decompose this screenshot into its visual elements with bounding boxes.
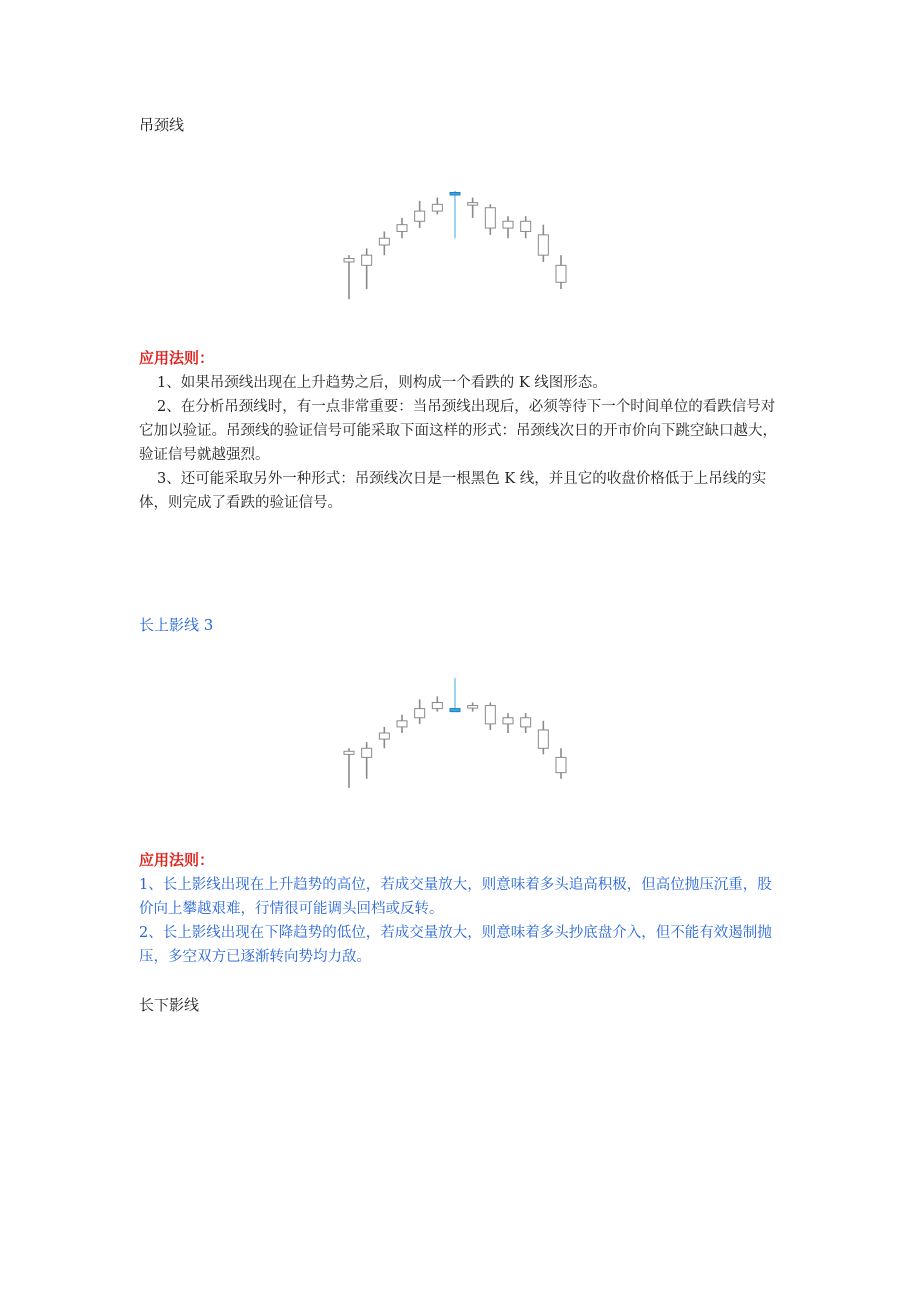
candle-body xyxy=(432,204,442,211)
candle-body xyxy=(485,706,495,724)
candle-12 xyxy=(556,748,566,779)
candle-body xyxy=(415,709,425,718)
candle-body xyxy=(415,211,425,221)
section1-rules xyxy=(139,371,779,515)
candle-body xyxy=(344,751,354,754)
hanging-man-chart-svg xyxy=(335,180,575,310)
candle-10 xyxy=(521,216,531,238)
candle-1 xyxy=(362,742,372,779)
section1-rule-1: 1、如果吊颈线出现在上升趋势之后，则构成一个看跌的 K 线图形态。 xyxy=(157,375,607,391)
candle-4 xyxy=(415,699,425,723)
candle-body xyxy=(344,259,354,262)
candle-body xyxy=(468,203,478,206)
candle-4 xyxy=(415,201,425,228)
candle-body xyxy=(397,721,407,727)
candle-body xyxy=(362,748,372,757)
candle-body xyxy=(503,221,513,228)
candle-2 xyxy=(379,727,389,748)
section2-rules-title: 应用法则： xyxy=(139,851,215,869)
section1-rule-2: 2、在分析吊颈线时，有一点非常重要：当吊颈线出现后，必须等待下一个时间单位的看跌信号对它加以验证。吊颈线的验证信号可能采取下面这样的形式：吊颈线次日的开市价向下跳空缺口越大，验证信号就越强烈。 xyxy=(139,399,777,463)
candle-body xyxy=(379,733,389,739)
candle-body xyxy=(556,757,566,772)
long-upper-shadow-chart-svg xyxy=(335,668,575,798)
candle-body xyxy=(450,709,460,712)
candle-12 xyxy=(556,255,566,289)
section2-rules xyxy=(139,873,779,969)
candle-8 xyxy=(485,703,495,730)
candle-body xyxy=(362,255,372,265)
candle-2 xyxy=(379,231,389,255)
section2-rule-2: 2、长上影线出现在下降趋势的低位，若成交量放大，则意味着多头抄底盘介入，但不能有效遏制抛压，多空双方已逐渐转向势均力敌。 xyxy=(139,925,772,965)
candle-0 xyxy=(344,748,354,788)
candle-0 xyxy=(344,255,354,299)
candle-9 xyxy=(503,216,513,238)
candle-7 xyxy=(468,198,478,218)
candle-3 xyxy=(397,218,407,238)
candle-10 xyxy=(521,713,531,733)
hanging-man-chart xyxy=(335,180,575,310)
candle-body xyxy=(538,235,548,255)
candle-body xyxy=(379,238,389,245)
candle-body xyxy=(521,221,531,231)
candle-body xyxy=(538,730,548,748)
candle-body xyxy=(450,192,460,195)
section2-rule-1: 1、长上影线出现在上升趋势的高位，若成交量放大，则意味着多头追高积极，但高位抛压沉重，股价向上攀越艰难，行情很可能调头回档或反转。 xyxy=(139,877,772,917)
candle-body xyxy=(556,265,566,282)
candle-8 xyxy=(485,204,495,235)
section2-title: 长上影线 3 xyxy=(139,616,214,634)
candle-body xyxy=(503,718,513,724)
long-upper-shadow-chart xyxy=(335,668,575,798)
candle-5 xyxy=(432,696,442,711)
section3-title: 长下影线 xyxy=(139,996,200,1014)
candle-3 xyxy=(397,715,407,733)
section1-rules-title: 应用法则： xyxy=(139,349,215,367)
candle-body xyxy=(485,208,495,228)
candle-1 xyxy=(362,248,372,289)
candle-7 xyxy=(468,703,478,712)
candle-11 xyxy=(538,721,548,755)
section1-rule-3: 3、还可能采取另外一种形式：吊颈线次日是一根黑色 K 线，并且它的收盘价格低于上吊线的实体，则完成了看跌的验证信号。 xyxy=(139,471,767,511)
highlight-candle-6 xyxy=(450,191,460,238)
candle-9 xyxy=(503,713,513,733)
candle-body xyxy=(432,703,442,709)
candle-5 xyxy=(432,198,442,215)
highlight-candle-6 xyxy=(450,678,460,712)
candle-body xyxy=(521,718,531,727)
candle-11 xyxy=(538,225,548,262)
candle-body xyxy=(468,706,478,709)
section1-title: 吊颈线 xyxy=(139,116,185,134)
candle-body xyxy=(397,225,407,232)
